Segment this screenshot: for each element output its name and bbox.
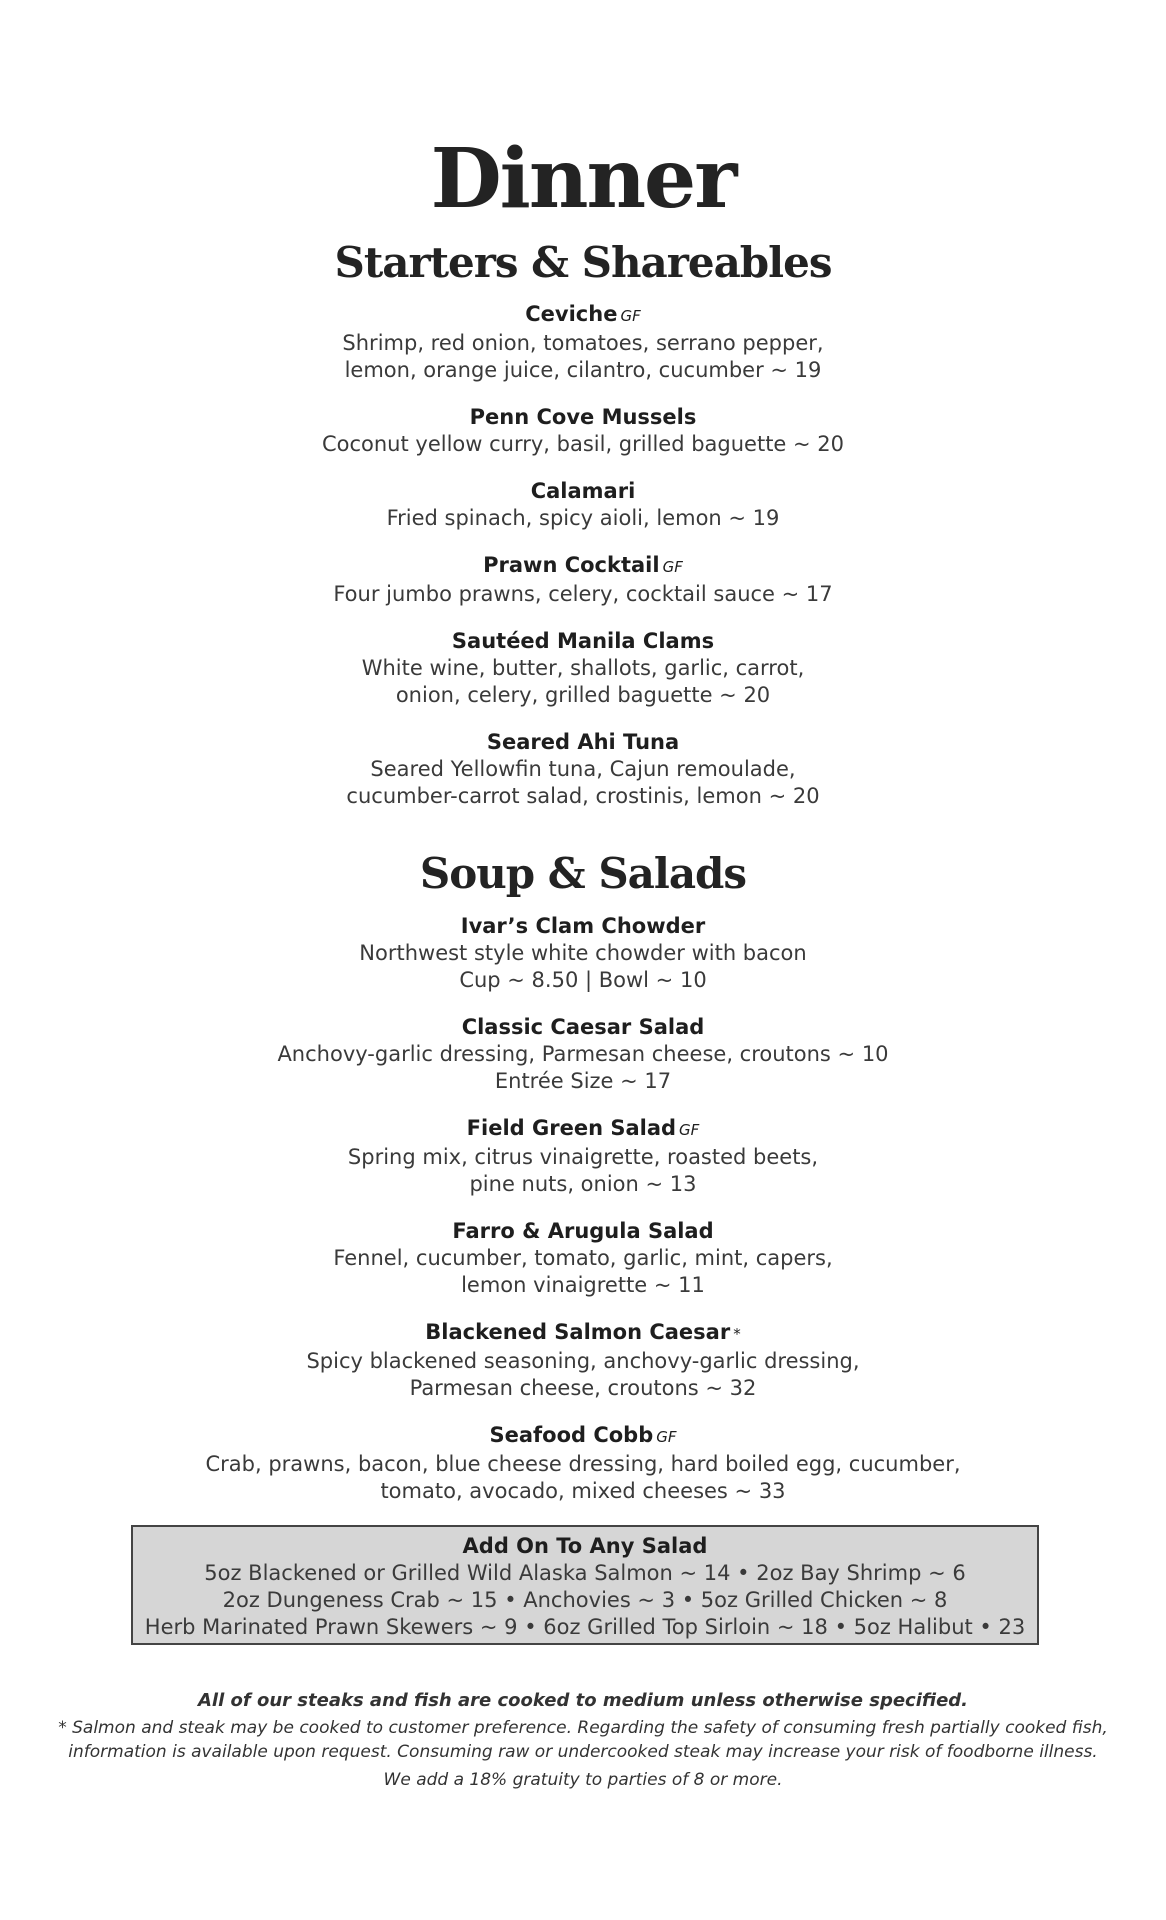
menu-item-name (0, 404, 1166, 431)
menu-item-title: Calamari (530, 479, 636, 503)
menu-item (0, 913, 1166, 994)
menu-item-name (0, 628, 1166, 655)
dietary-tag: GF (656, 1428, 677, 1446)
section-heading-starters: Starters & Shareables (334, 238, 832, 287)
dietary-tag: * (733, 1325, 741, 1343)
addon-title: Add On To Any Salad (462, 1534, 708, 1558)
menu-item-description: White wine, butter, shallots, garlic, carrot, (361, 656, 805, 680)
addon-bracket-right (1017, 1525, 1039, 1645)
menu-item-description: Spring mix, citrus vinaigrette, roasted beets, (347, 1145, 819, 1169)
addon-line: Herb Marinated Prawn Skewers ~ 9 • 6oz Grilled Top Sirloin ~ 18 • 5oz Halibut • 23 (144, 1615, 1026, 1639)
addon-line: 5oz Blackened or Grilled Wild Alaska Salmon ~ 14 • 2oz Bay Shrimp ~ 6 (204, 1561, 966, 1585)
gratuity-note: We add a 18% gratuity to parties of 8 or more. (383, 1770, 783, 1790)
menu-item-description: Crab, prawns, bacon, blue cheese dressing, hard boiled egg, cucumber, (205, 1452, 961, 1476)
menu-item (0, 478, 1166, 532)
menu-item-name (0, 478, 1166, 505)
dietary-tag: GF (662, 558, 683, 576)
menu-item-title: Field Green Salad (466, 1116, 677, 1140)
menu-item (0, 1014, 1166, 1095)
menu-item-description: Parmesan cheese, croutons ~ 32 (409, 1376, 757, 1400)
menu-item-description: Coconut yellow curry, basil, grilled baguette ~ 20 (321, 432, 845, 456)
menu-item-description: Anchovy-garlic dressing, Parmesan cheese, croutons ~ 10 (277, 1042, 889, 1066)
menu-item-description: pine nuts, onion ~ 13 (469, 1172, 697, 1196)
menu-item-name (0, 1319, 1166, 1348)
menu-item (0, 404, 1166, 458)
salads-list (0, 913, 1166, 1525)
menu-item-title: Ivar’s Clam Chowder (460, 914, 706, 938)
addon-line: 2oz Dungeness Crab ~ 15 • Anchovies ~ 3 • 5oz Grilled Chicken ~ 8 (222, 1588, 948, 1612)
menu-item-name (0, 1115, 1166, 1144)
dietary-tag: GF (679, 1121, 700, 1139)
menu-item-description: onion, celery, grilled baguette ~ 20 (395, 683, 771, 707)
menu-item-title: Sautéed Manila Clams (451, 629, 715, 653)
menu-item (0, 1115, 1166, 1198)
menu-item (0, 1319, 1166, 1402)
menu-item-title: Prawn Cocktail (483, 553, 660, 577)
menu-item-title: Seafood Cobb (489, 1423, 654, 1447)
menu-item-title: Seared Ahi Tuna (486, 730, 680, 754)
menu-item-title: Farro & Arugula Salad (452, 1219, 714, 1243)
menu-item-name (0, 1218, 1166, 1245)
page-title: Dinner (430, 131, 736, 227)
safety-note-line: * Salmon and steak may be cooked to customer preference. Regarding the safety of consuming fresh partially cooked fish, (58, 1718, 1108, 1738)
menu-item (0, 301, 1166, 384)
menu-item-title: Classic Caesar Salad (461, 1015, 705, 1039)
menu-item (0, 552, 1166, 608)
menu-item-name (0, 729, 1166, 756)
menu-item-name (0, 301, 1166, 330)
starters-list (0, 301, 1166, 830)
menu-item-description: Four jumbo prawns, celery, cocktail sauce ~ 17 (333, 582, 833, 606)
menu-item-name (0, 913, 1166, 940)
menu-item-title: Blackened Salmon Caesar (425, 1320, 731, 1344)
safety-note (0, 1716, 1166, 1764)
menu-item-description: Fennel, cucumber, tomato, garlic, mint, capers, (333, 1246, 833, 1270)
menu-item (0, 1422, 1166, 1505)
menu-item-title: Ceviche (525, 302, 618, 326)
menu-item-description: lemon vinaigrette ~ 11 (461, 1273, 705, 1297)
menu-item-description: Entrée Size ~ 17 (494, 1069, 672, 1093)
menu-item-description: cucumber-carrot salad, crostinis, lemon ~ 20 (346, 784, 820, 808)
addon-box (133, 1525, 1037, 1645)
menu-item (0, 729, 1166, 810)
menu-item-name (0, 1422, 1166, 1451)
menu-item-name (0, 552, 1166, 581)
menu-item-description: Shrimp, red onion, tomatoes, serrano pepper, (342, 331, 824, 355)
menu-item-description: Northwest style white chowder with bacon (359, 941, 807, 965)
addon-bracket-left (131, 1525, 153, 1645)
menu-item-description: Fried spinach, spicy aioli, lemon ~ 19 (386, 506, 780, 530)
menu-item-title: Penn Cove Mussels (469, 405, 697, 429)
menu-item (0, 628, 1166, 709)
menu-item-description: Spicy blackened seasoning, anchovy-garlic dressing, (306, 1349, 860, 1373)
menu-item-description: Seared Yellowfin tuna, Cajun remoulade, (370, 757, 796, 781)
section-heading-salads: Soup & Salads (419, 849, 747, 898)
menu-item-name (0, 1014, 1166, 1041)
safety-note-line: information is available upon request. Consuming raw or undercooked steak may increase your risk of foodborne illness. (68, 1742, 1098, 1762)
menu-item-description: Cup ~ 8.50 | Bowl ~ 10 (459, 968, 707, 992)
menu-item-description: lemon, orange juice, cilantro, cucumber ~ 19 (344, 358, 822, 382)
dietary-tag: GF (620, 307, 641, 325)
menu-item (0, 1218, 1166, 1299)
cooked-note: All of our steaks and fish are cooked to medium unless otherwise specified. (197, 1690, 968, 1711)
menu-item-description: tomato, avocado, mixed cheeses ~ 33 (380, 1479, 786, 1503)
